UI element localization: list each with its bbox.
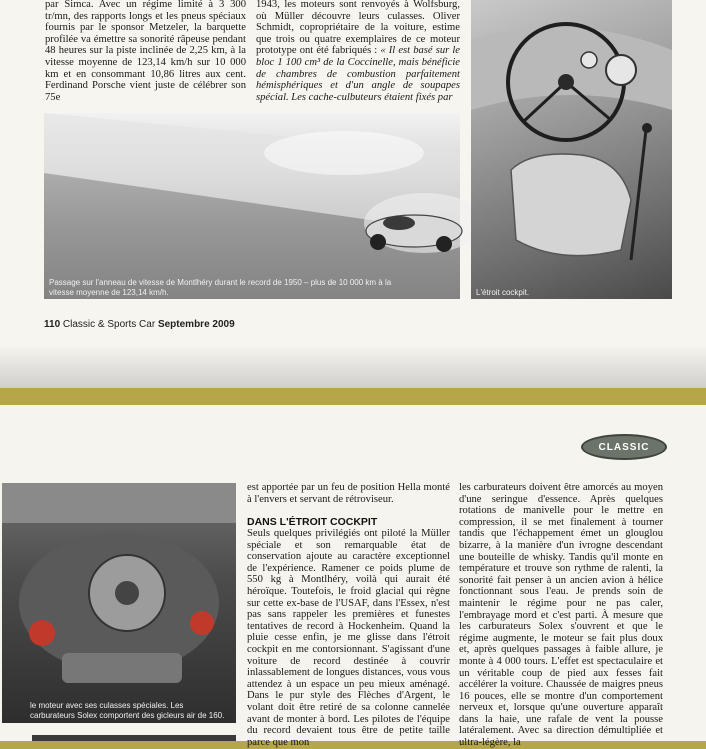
magazine-page-bottom [0, 405, 706, 749]
photo-engine-caption: le moteur avec ses culasses spéciales. Les carburateurs Solex comportent des gicleurs air de 160. [30, 701, 225, 720]
article-column-1: par Simca. Avec un régime limité à 3 300 tr/mn, des rapports longs et les pneus spéciaux fournis par le sponsor Metzeler, la barquette profilée va émettre sa sonorité râpeuse pendant 48 heures sur la piste inclinée de 2,25 km, à la vitesse moyenne de 123,14 km/h sur 10 000 km et en consommant 10,86 litres aux cent. Ferdinand Porsche vient juste de célébrer son 75e [45, 0, 246, 103]
photo-engine [2, 483, 236, 723]
article-column-right: les carburateurs doivent être amorcés au moyen d'une seringue d'essence. Après quelques rotations de manivelle pour le mettre en compression, il se met finalement à tourner tandis que l'échappement émet un glouglou bizarre, à la manière d'un ivrogne descendant une bouteille de whisky. Tandis qu'il monte en température et trouve son rythme de ralenti, la sonorité fait penser à un ancien avion à hélice fonctionnant sous l'eau. Je prends soin de maintenir le régime pour ne pas caler, l'embrayage mord et c'est parti. À mesure que les carburateurs Solex s'ouvrent et que le régime augmente, le moteur se fait plus doux et, après quelques passages à faible allure, je monte à 4 000 tours. L'effet est spectaculaire et un véritable coup de pied aux fesses fait accélérer la voiture. Chaussée de maigres pneus 16 pouces, elle se montre d'un comportement nerveux et, lorsque qu'une ouverture apparaît dans la haie, une rafale de vent la pousse latéralement. Avec sa direction démultipliée et ultra-légère, la [459, 482, 663, 749]
classic-logo: CLASSIC [581, 434, 667, 460]
photo-track-caption: Passage sur l'anneau de vitesse de Montlhéry durant le record de 1950 – plus de 10 000 km à la vitesse moyenne de 123,14 km/h. [49, 278, 392, 297]
banking-illustration [44, 113, 460, 299]
photo-cockpit [471, 0, 672, 299]
cockpit-illustration [471, 0, 672, 299]
engine-fan-icon [89, 555, 165, 631]
page-folio [44, 319, 235, 330]
article-column-2-text: 1943, les moteurs sont renvoyés à Wolfsburg, où Müller découvre leurs culasses. Oliver Schmidt, copropriétaire de la voiture, estime que trois ou quatre exemplaires de ce moteur prototype ont été fabriqués : « Il est basé sur le bloc 1 100 cm³ de la Coccinelle, mais bénéficie de chambres de combustion parfaitement hémisphériques et d'un angle de soupapes spécial. Les cache-culbuteurs étaient fixés par [256, 0, 460, 103]
scan-shadow [0, 345, 706, 388]
engine-illustration [2, 483, 236, 723]
magazine-name: Classic & Sports Car [62, 319, 156, 330]
photo-cockpit-caption: L'étroit cockpit. [476, 288, 530, 297]
article-column-2 [256, 0, 460, 102]
article-column-mid-intro: est apportée par un feu de position Hella monté à l'envers et servant de rétroviseur. [247, 482, 450, 505]
page-number: 110 [44, 319, 61, 330]
article-column-mid: Seuls quelques privilégiés ont piloté la Müller spéciale et son remarquable état de conservation ajoute au caractère exceptionnel de l'expérience. Ramener ce poids plume de 550 kg à Montlhéry, voilà qui aurait été héroïque. Toutefois, le froid glacial qui règne sur cette ex-base de l'USAF, dans l'Essex, n'est pas sans rappeler les premières et funestes tentatives de record à Hockenheim. Quand la pluie cesse enfin, je me glisse dans l'étroit cockpit en me contorsionnant. S'agissant d'une voiture de record destinée à couvrir inlassablement de longues distances, vous vous attendez à un espace un peu mieux aménagé. Dans le pur style des Flèches d'Argent, le volant doit être retiré de sa colonne cannelée avant de monter à bord. Les pilotes de l'équipe du record devaient tous être de petite taille parce que mon [247, 528, 450, 748]
quote-text: « Il est basé sur le bloc 1 100 cm³ de la Coccinelle, mais bénéficie de chambres de combustion parfaitement hémisphériques et d'un angle de soupapes spécial. Les cache-culbuteurs étaient fixés par [256, 45, 460, 103]
section-heading: DANS L'ÉTROIT COCKPIT [247, 516, 378, 528]
issue-date: Septembre 2009 [157, 319, 235, 330]
next-photo-edge [32, 735, 236, 741]
photo-car-on-banking [44, 113, 460, 299]
race-car-icon [366, 215, 462, 252]
